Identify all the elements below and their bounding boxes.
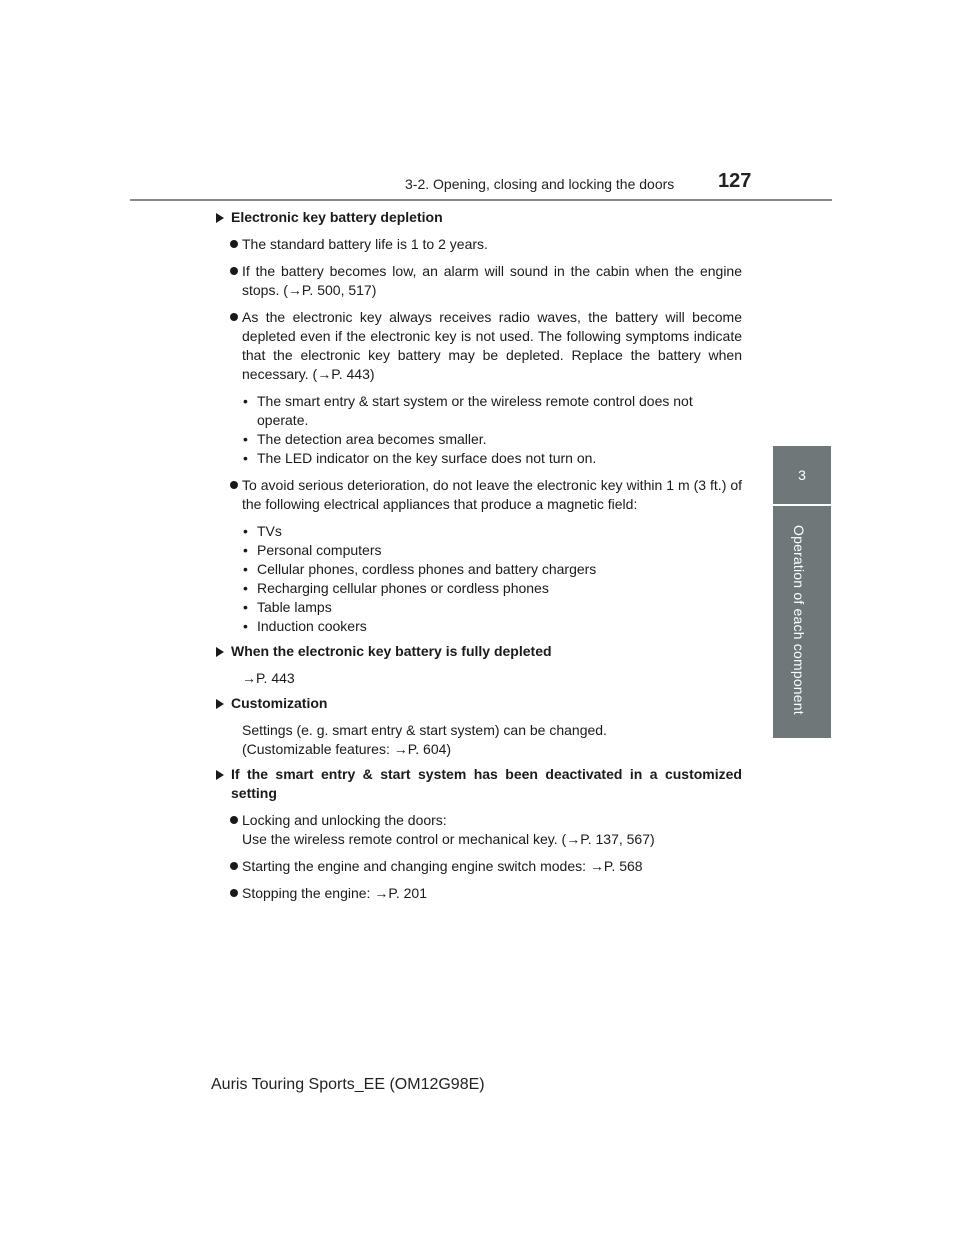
- round-bullet-icon: [230, 816, 238, 824]
- round-bullet-icon: [230, 481, 238, 489]
- round-bullet-icon: [230, 862, 238, 870]
- paragraph: Settings (e. g. smart entry & start system) can be changed. (Customizable features: →P. 604): [242, 722, 607, 757]
- bullet-item: Stopping the engine: →P. 201: [214, 884, 742, 903]
- bullet-item: The standard battery life is 1 to 2 years.: [214, 235, 742, 254]
- round-bullet-icon: [230, 889, 238, 897]
- sub-list-item: • Table lamps: [243, 599, 332, 615]
- section-title: Electronic key battery depletion: [214, 208, 742, 227]
- section-title: If the smart entry & start system has been deactivated in a customized setting: [214, 765, 742, 803]
- header-section-title: 3-2. Opening, closing and locking the doors: [405, 176, 675, 192]
- sub-list: [214, 392, 742, 468]
- bullet-item: As the electronic key always receives radio waves, the battery will become depleted even if the electronic key is not used. The following symptoms indicate that the electronic key battery may be depleted. Replace the battery when necessary. (→P. 443): [214, 308, 742, 384]
- triangle-bullet-icon: [216, 213, 224, 223]
- chapter-tab-label: Operation of each component: [791, 525, 807, 715]
- sub-list-item: • The detection area becomes smaller.: [243, 431, 487, 447]
- bullet-item: To avoid serious deterioration, do not leave the electronic key within 1 m (3 ft.) of the following electrical appliances that produce a magnetic field:: [214, 476, 742, 514]
- section-title: Customization: [214, 694, 742, 713]
- footer-model: Auris Touring Sports_EE (OM12G98E): [211, 1076, 485, 1093]
- sub-list-item: • Personal computers: [243, 542, 382, 558]
- sub-list-item: • Induction cookers: [243, 618, 367, 634]
- bullet-item: Starting the engine and changing engine switch modes: →P. 568: [214, 857, 742, 876]
- bullet-item: Locking and unlocking the doors: Use the wireless remote control or mechanical key. (→P. 137, 567): [214, 811, 742, 849]
- chapter-tab-number: 3: [773, 446, 831, 504]
- reference-text: →P. 443: [242, 670, 295, 686]
- triangle-bullet-icon: [216, 647, 224, 657]
- sub-list: [214, 522, 742, 636]
- sub-list-item: • The smart entry & start system or the wireless remote control does not operate.: [243, 393, 693, 428]
- round-bullet-icon: [230, 267, 238, 275]
- sub-list-item: • The LED indicator on the key surface does not turn on.: [243, 450, 597, 466]
- sub-list-item: • Cellular phones, cordless phones and battery chargers: [243, 561, 597, 577]
- page-number: 127: [718, 170, 752, 192]
- round-bullet-icon: [230, 240, 238, 248]
- header-rule: [130, 199, 832, 201]
- bullet-item: If the battery becomes low, an alarm will sound in the cabin when the engine stops. (→P. 500, 517): [214, 262, 742, 300]
- section-title: When the electronic key battery is fully depleted: [214, 642, 742, 661]
- sub-list-item: • Recharging cellular phones or cordless phones: [243, 580, 549, 596]
- triangle-bullet-icon: [216, 770, 224, 780]
- round-bullet-icon: [230, 313, 238, 321]
- sub-list-item: • TVs: [243, 523, 282, 539]
- main-content: [214, 206, 742, 903]
- triangle-bullet-icon: [216, 699, 224, 709]
